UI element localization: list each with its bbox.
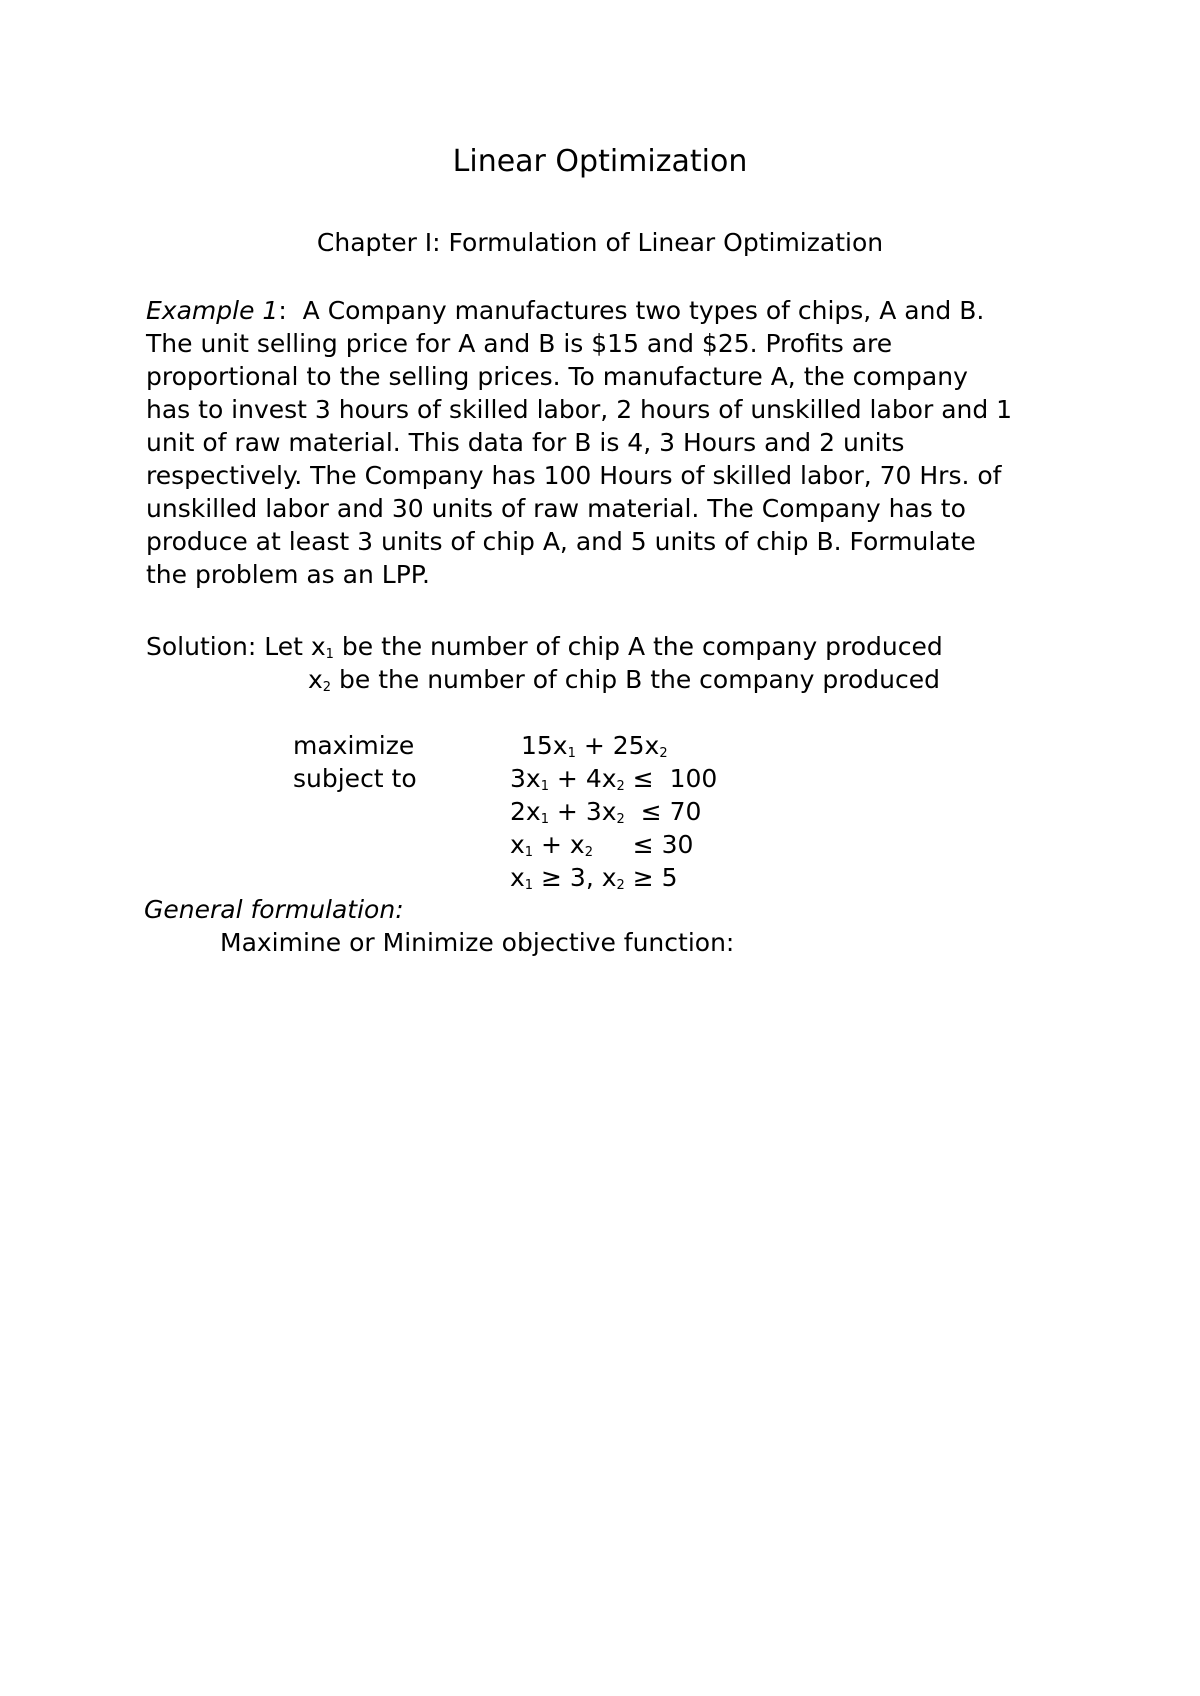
expression-text: ≤ 100	[624, 764, 718, 793]
example-line: unskilled labor and 30 units of raw material. The Company has to	[146, 494, 966, 523]
variable-subscript: 2	[584, 845, 593, 860]
document-title: Linear Optimization	[452, 144, 748, 179]
variable-subscript: 2	[659, 746, 668, 761]
solution-line-2	[308, 663, 940, 696]
example-label: Example 1	[146, 296, 279, 325]
maximize-label: maximize	[293, 731, 415, 760]
expression-text: 3x	[510, 764, 541, 793]
expression-text: 2x	[510, 797, 541, 826]
example-label-colon: :	[278, 296, 303, 325]
example-line	[146, 294, 1086, 327]
example-line-text: A Company manufactures two types of chips, A and B.	[302, 296, 985, 325]
constraint-expression	[510, 861, 678, 894]
expression-text: ≤ 70	[624, 797, 702, 826]
constraint-expression	[510, 828, 693, 861]
variable-subscript: 1	[524, 845, 534, 860]
variable-subscript: 2	[616, 779, 625, 794]
example-paragraph	[146, 294, 1086, 591]
variable-subscript: 2	[616, 812, 625, 827]
subject-to-label: subject to	[293, 764, 417, 793]
example-line: produce at least 3 units of chip A, and 5 units of chip B. Formulate	[146, 527, 976, 556]
expression-text: x	[510, 863, 525, 892]
solution-var2: x	[308, 665, 323, 694]
objective-expression	[521, 729, 668, 762]
variable-subscript: 2	[616, 878, 625, 893]
constraint-expression	[510, 795, 701, 828]
variable-subscript: 1	[540, 779, 549, 794]
constraint-expression	[510, 762, 717, 795]
expression-text: 15x	[521, 731, 568, 760]
objective-function-text: Maximine or Minimize objective function:	[220, 928, 735, 957]
example-line: has to invest 3 hours of skilled labor, 2 hours of unskilled labor and 1	[146, 395, 1013, 424]
expression-text: + x	[533, 830, 585, 859]
example-line: proportional to the selling prices. To manufacture A, the company	[146, 362, 968, 391]
variable-subscript: 1	[567, 746, 576, 761]
expression-text: ≥ 3, x	[533, 863, 617, 892]
chapter-heading: Chapter I: Formulation of Linear Optimization	[316, 228, 884, 257]
solution-prefix: Solution: Let x	[146, 632, 326, 661]
expression-text: ≤ 30	[593, 830, 694, 859]
expression-text: + 3x	[548, 797, 617, 826]
example-line: the problem as an LPP.	[146, 560, 430, 589]
variable-subscript: 1	[540, 812, 549, 827]
example-line: respectively. The Company has 100 Hours of skilled labor, 70 Hrs. of	[146, 461, 1002, 490]
expression-text: x	[510, 830, 525, 859]
general-formulation-heading: General formulation:	[144, 895, 404, 924]
solution-var2-text: be the number of chip B the company produced	[331, 665, 940, 694]
variable-subscript: 2	[322, 680, 332, 695]
expression-text: + 4x	[548, 764, 617, 793]
variable-subscript: 1	[524, 878, 534, 893]
expression-text: + 25x	[575, 731, 660, 760]
expression-text: ≥ 5	[624, 863, 678, 892]
solution-var1-text: be the number of chip A the company produced	[333, 632, 943, 661]
variable-subscript: 1	[325, 647, 334, 662]
example-line: unit of raw material. This data for B is 4, 3 Hours and 2 units	[146, 428, 905, 457]
solution-line-1	[146, 630, 943, 663]
example-line: The unit selling price for A and B is $15 and $25. Profits are	[146, 329, 893, 358]
